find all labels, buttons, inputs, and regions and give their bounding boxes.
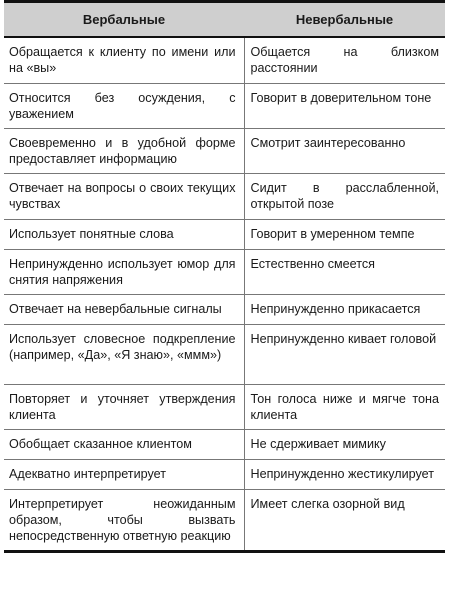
table-row: [4, 249, 445, 294]
nonverbal-cell: Непринужденно кивает головой: [244, 324, 445, 384]
verbal-cell: Обращается к клиенту по имени или на «вы»: [4, 37, 244, 83]
table-row: [4, 489, 445, 551]
nonverbal-cell: Тон голоса ниже и мягче тона клиента: [244, 384, 445, 429]
table-row: [4, 83, 445, 128]
table-header: [4, 2, 445, 38]
nonverbal-cell: Непринужденно прикасается: [244, 294, 445, 324]
verbal-cell: Отвечает на невербальные сигналы: [4, 294, 244, 324]
table-row: [4, 324, 445, 384]
nonverbal-cell: Естественно смеется: [244, 249, 445, 294]
verbal-cell: Адекватно интерпретирует: [4, 459, 244, 489]
header-row: [4, 2, 445, 38]
verbal-cell: Повторяет и уточняет утверждения клиента: [4, 384, 244, 429]
verbal-cell: Относится без осуждения, с уважением: [4, 83, 244, 128]
table-row: [4, 459, 445, 489]
verbal-cell: Непринужденно использует юмор для снятия напряжения: [4, 249, 244, 294]
nonverbal-cell: Говорит в умеренном темпе: [244, 219, 445, 249]
verbal-cell: Своевременно и в удобной форме предоставляет информацию: [4, 128, 244, 173]
header-nonverbal: Невербальные: [244, 2, 445, 38]
verbal-cell: Интерпретирует неожиданным образом, чтобы вызвать непосредственную ответную реакцию: [4, 489, 244, 551]
verbal-cell: Использует словесное подкрепление (например, «Да», «Я знаю», «ммм»): [4, 324, 244, 384]
verbal-cell: Отвечает на вопросы о своих текущих чувствах: [4, 173, 244, 219]
nonverbal-cell: Общается на близком расстоянии: [244, 37, 445, 83]
nonverbal-cell: Непринужденно жестикулирует: [244, 459, 445, 489]
header-verbal: Вербальные: [4, 2, 244, 38]
table-row: [4, 429, 445, 459]
nonverbal-cell: Имеет слегка озорной вид: [244, 489, 445, 551]
table-row: [4, 294, 445, 324]
nonverbal-cell: Смотрит заинтересованно: [244, 128, 445, 173]
table-row: [4, 37, 445, 83]
nonverbal-cell: Не сдерживает мимику: [244, 429, 445, 459]
table-row: [4, 128, 445, 173]
table-body: [4, 37, 445, 551]
table-row: [4, 173, 445, 219]
verbal-cell: Обобщает сказанное клиентом: [4, 429, 244, 459]
nonverbal-cell: Сидит в расслабленной, открытой позе: [244, 173, 445, 219]
communication-table: [4, 0, 445, 553]
table-row: [4, 384, 445, 429]
table-row: [4, 219, 445, 249]
verbal-cell: Использует понятные слова: [4, 219, 244, 249]
nonverbal-cell: Говорит в доверительном тоне: [244, 83, 445, 128]
